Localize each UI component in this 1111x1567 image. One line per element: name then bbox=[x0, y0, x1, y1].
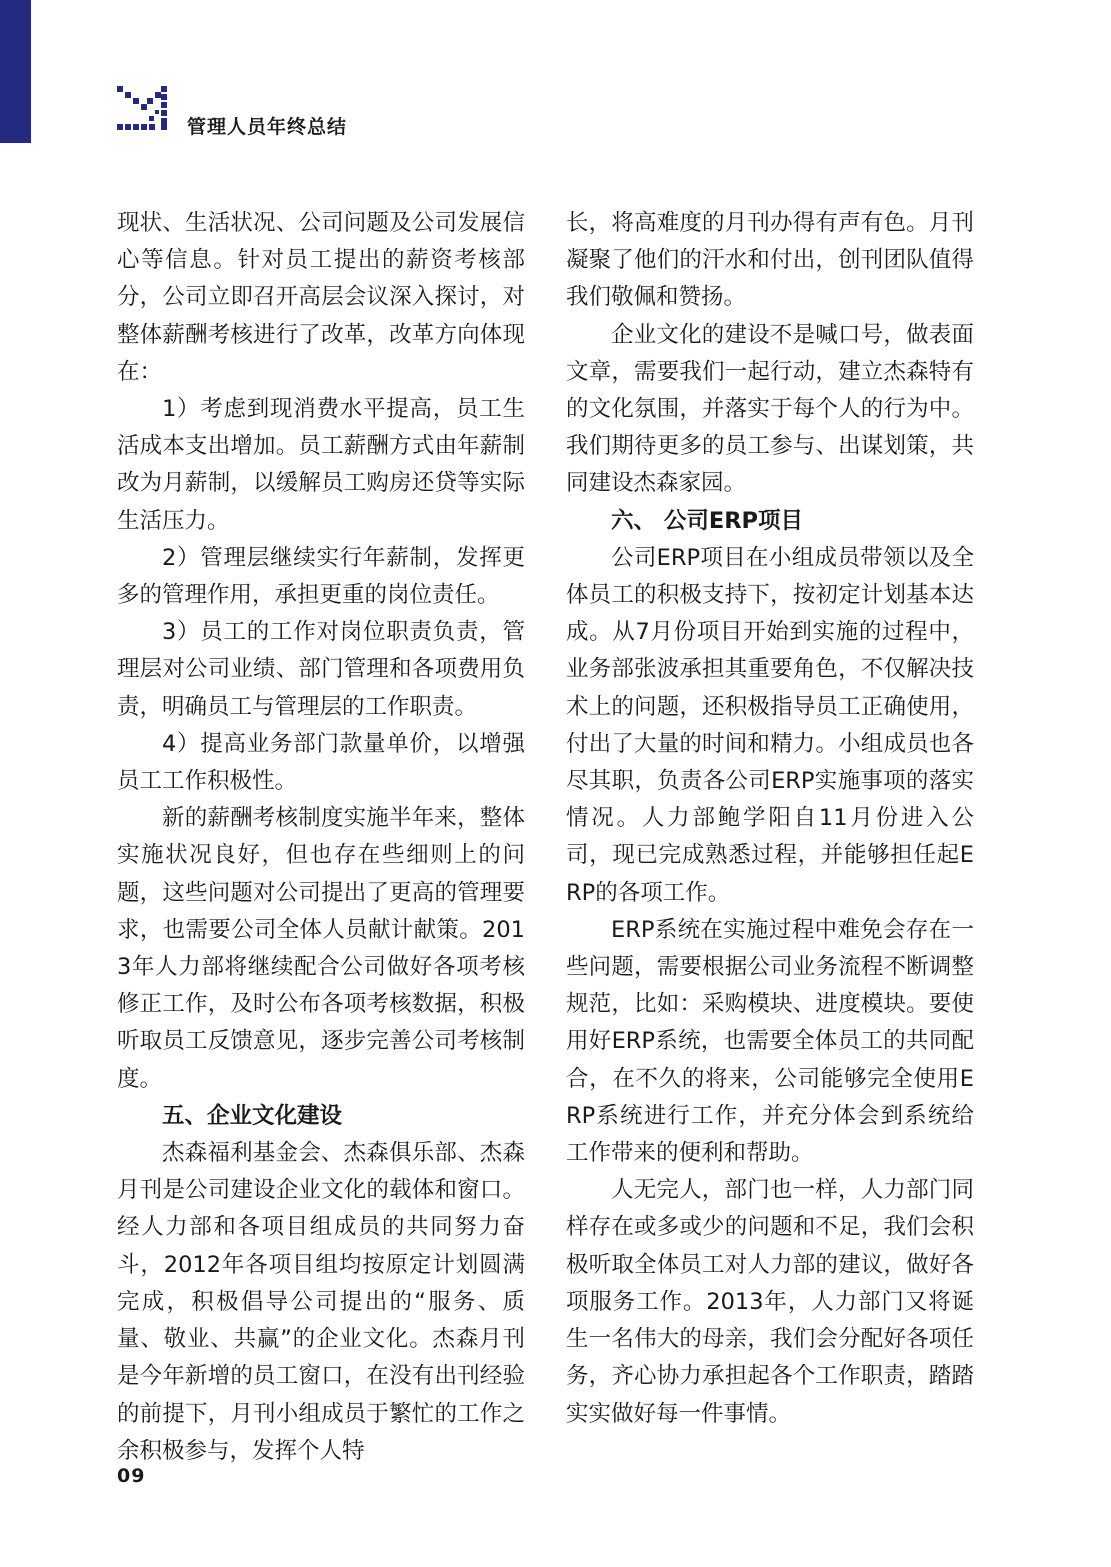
paragraph: 公司ERP项目在小组成员带领以及全体员工的积极支持下，按初定计划基本达成。从7月份项目开始到实施的过程中，业务部张波承担其重要角色，不仅解决技术上的问题，还积极指导员工正确使用，付出了大量的时间和精力。小组成员也各尽其职，负责各公司ERP实施事项的落实情况。人力部鲍学阳自11月份进入公司，现已完成熟悉过程，并能够担任起ERP的各项工作。 bbox=[566, 544, 974, 906]
paragraph: 长，将高难度的月刊办得有声有色。月刊凝聚了他们的汗水和付出，创刊团队值得我们敬佩和赞扬。 bbox=[566, 210, 974, 311]
page-number: 09 bbox=[117, 1465, 146, 1487]
paragraph: 3）员工的工作对岗位职责负责，管理层对公司业绩、部门管理和各项费用负责，明确员工与管理层的工作职责。 bbox=[117, 619, 525, 720]
right-column bbox=[566, 205, 974, 1433]
paragraph: 1）考虑到现消费水平提高，员工生活成本支出增加。员工薪酬方式由年薪制改为月薪制，以缓解员工购房还贷等实际生活压力。 bbox=[117, 396, 525, 534]
section-heading: 五、企业文化建设 bbox=[162, 1102, 343, 1129]
side-accent-bar bbox=[0, 0, 31, 143]
paragraph: 4）提高业务部门款量单价，以增强员工工作积极性。 bbox=[117, 730, 525, 795]
dotted-logo-icon bbox=[117, 86, 169, 132]
header-title: 管理人员年终总结 bbox=[187, 116, 348, 138]
paragraph: ERP系统在实施过程中难免会存在一些问题，需要根据公司业务流程不断调整规范，比如：采购模块、进度模块。要使用好ERP系统，也需要全体员工的共同配合，在不久的将来，公司能够完全使用ERP系统进行工作，并充分体会到系统给工作带来的便利和帮助。 bbox=[566, 916, 974, 1167]
left-column bbox=[117, 205, 525, 1470]
paragraph: 现状、生活状况、公司问题及公司发展信心等信息。针对员工提出的薪资考核部分，公司立即召开高层会议深入探讨，对整体薪酬考核进行了改革，改革方向体现在： bbox=[117, 210, 525, 385]
paragraph: 人无完人，部门也一样，人力部门同样存在或多或少的问题和不足，我们会积极听取全体员工对人力部的建议，做好各项服务工作。2013年，人力部门又将诞生一名伟大的母亲，我们会分配好各项任务，齐心协力承担起各个工作职责，踏踏实实做好每一件事情。 bbox=[566, 1177, 974, 1427]
paragraph: 杰森福利基金会、杰森俱乐部、杰森月刊是公司建设企业文化的载体和窗口。经人力部和各项目组成员的共同努力奋斗，2012年各项目组均按原定计划圆满完成，积极倡导公司提出的“服务、质量、敬业、共赢”的企业文化。杰森月刊是今年新增的员工窗口，在没有出刊经验的前提下，月刊小组成员于繁忙的工作之余积极参与，发挥个人特 bbox=[117, 1140, 525, 1464]
paragraph: 新的薪酬考核制度实施半年来，整体实施状况良好，但也存在些细则上的问题，这些问题对公司提出了更高的管理要求，也需要公司全体人员献计献策。2013年人力部将继续配合公司做好各项考核修正工作，及时公布各项考核数据，积极听取员工反馈意见，逐步完善公司考核制度。 bbox=[117, 805, 525, 1092]
paragraph: 2）管理层继续实行年薪制，发挥更多的管理作用，承担更重的岗位责任。 bbox=[117, 544, 525, 609]
paragraph: 企业文化的建设不是喊口号，做表面文章，需要我们一起行动，建立杰森特有的文化氛围，并落实于每个人的行为中。我们期待更多的员工参与、出谋划策，共同建设杰森家园。 bbox=[566, 321, 974, 497]
section-heading: 六、 公司ERP项目 bbox=[611, 507, 804, 534]
